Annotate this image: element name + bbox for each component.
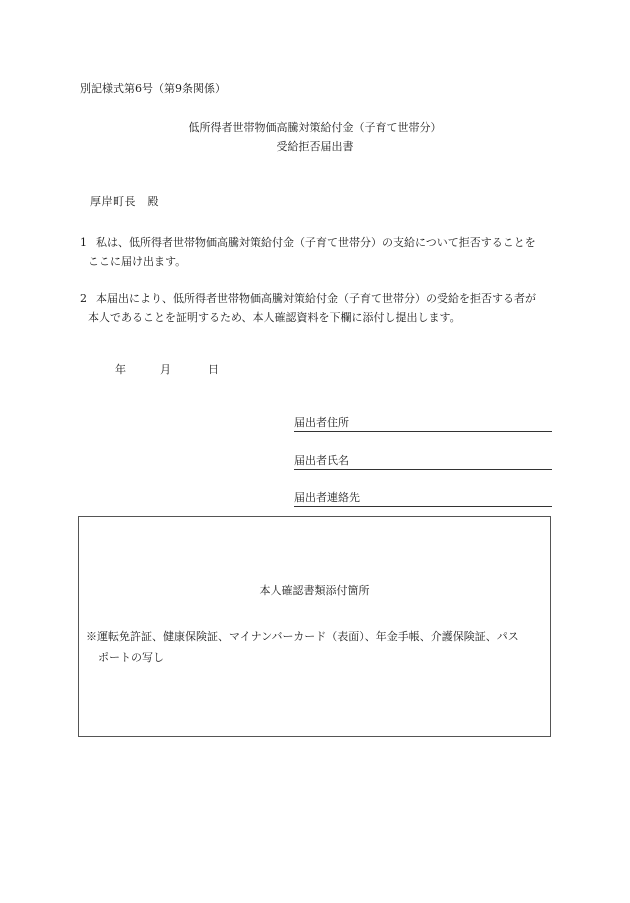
- date-year-label: 年: [115, 363, 126, 376]
- applicant-address-field[interactable]: [294, 414, 552, 432]
- paragraph-1: [80, 233, 560, 271]
- applicant-name-field[interactable]: [294, 452, 552, 470]
- attachment-note-line2: ポートの写し: [98, 651, 164, 664]
- date-day-label: 日: [208, 363, 219, 376]
- applicant-contact-label: 届出者連絡先: [294, 491, 360, 504]
- paragraph-text-line1: 本届出により、低所得者世帯物価高騰対策給付金（子育て世帯分）の受給を拒否する者が: [96, 292, 536, 305]
- attachment-box-heading: 本人確認書類添付箇所: [259, 584, 370, 597]
- applicant-address-label: 届出者住所: [294, 416, 349, 429]
- document-title-line1: 低所得者世帯物価高騰対策給付金（子育て世帯分）: [188, 121, 442, 134]
- date-month-label: 月: [160, 363, 171, 376]
- attachment-box-note: [86, 626, 546, 668]
- applicant-name-label: 届出者氏名: [294, 454, 349, 467]
- paragraph-text-line1: 私は、低所得者世帯物価高騰対策給付金（子育て世帯分）の支給について拒否することを: [96, 236, 536, 249]
- addressee: 厚岸町長 殿: [90, 195, 159, 208]
- paragraph-number: 2: [80, 292, 87, 305]
- id-document-attachment-box: [78, 516, 551, 737]
- attachment-note-line1: ※運転免許証、健康保険証、マイナンバーカード（表面）、年金手帳、介護保険証、パス: [86, 630, 519, 643]
- paragraph-number: 1: [80, 236, 87, 249]
- paragraph-2: [80, 289, 560, 327]
- form-number: 別記様式第6号（第9条関係）: [80, 82, 226, 95]
- paragraph-text-line2: 本人であることを証明するため、本人確認資料を下欄に添付し提出します。: [88, 311, 461, 324]
- paragraph-text-line2: ここに届け出ます。: [88, 255, 187, 268]
- applicant-contact-field[interactable]: [294, 489, 552, 507]
- document-title-line2: 受給拒否届出書: [276, 140, 354, 153]
